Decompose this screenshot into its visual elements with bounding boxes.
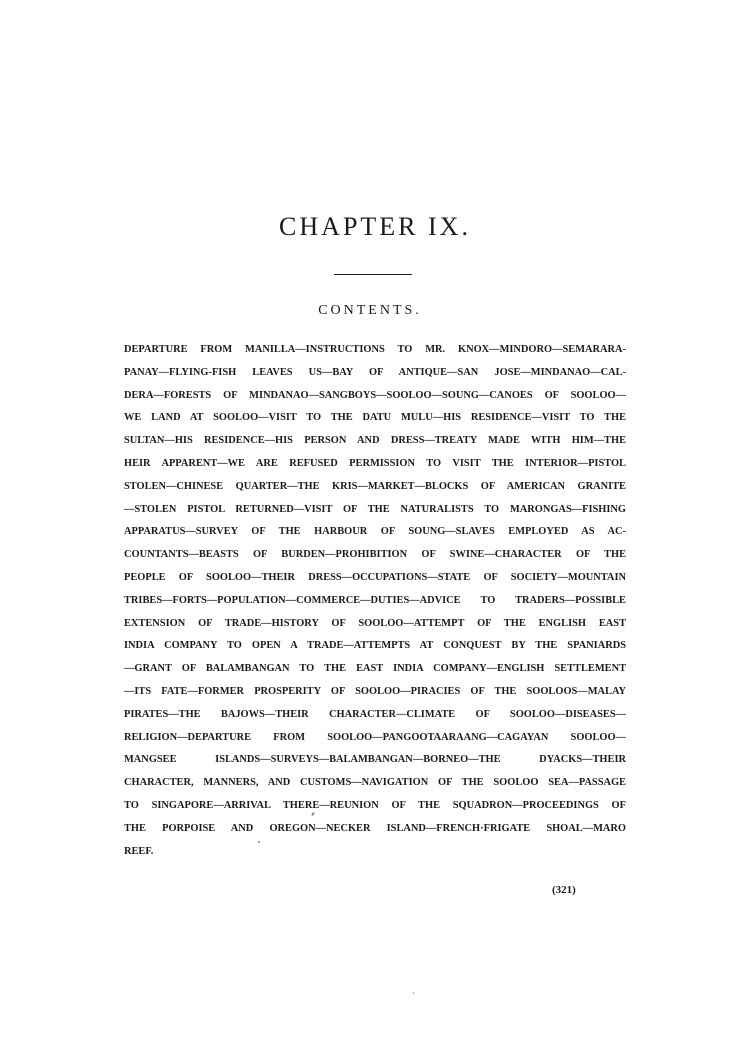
summary-line: SULTAN—HIS RESIDENCE—HIS PERSON AND DRESS—TREATY MADE WITH HIM—THE <box>124 435 626 447</box>
title-divider-rule <box>334 274 412 275</box>
paper-speck <box>258 841 260 843</box>
summary-line: PIRATES—THE BAJOWS—THEIR CHARACTER—CLIMATE OF SOOLOO—DISEASES— <box>124 708 626 720</box>
summary-line: —ITS FATE—FORMER PROSPERITY OF SOOLOO—PIRACIES OF THE SOOLOOS—MALAY <box>124 685 626 697</box>
summary-line: RELIGION—DEPARTURE FROM SOOLOO—PANGOOTAARAANG—CAGAYAN SOOLOO— <box>124 731 626 743</box>
contents-heading: CONTENTS. <box>318 303 422 318</box>
summary-line: TRIBES—FORTS—POPULATION—COMMERCE—DUTIES—ADVICE TO TRADERS—POSSIBLE <box>124 594 626 606</box>
summary-line: STOLEN—CHINESE QUARTER—THE KRIS—MARKET—BLOCKS OF AMERICAN GRANITE <box>124 480 626 492</box>
summary-line: DERA—FORESTS OF MINDANAO—SANGBOYS—SOOLOO—SOUNG—CANOES OF SOOLOO— <box>124 389 626 401</box>
summary-line: PANAY—FLYING-FISH LEAVES US—BAY OF ANTIQUE—SAN JOSE—MINDANAO—CAL- <box>124 366 626 378</box>
summary-line: COUNTANTS—BEASTS OF BURDEN—PROHIBITION OF SWINE—CHARACTER OF THE <box>124 549 626 561</box>
summary-line: CHARACTER, MANNERS, AND CUSTOMS—NAVIGATION OF THE SOOLOO SEA—PASSAGE <box>124 777 626 789</box>
summary-line: INDIA COMPANY TO OPEN A TRADE—ATTEMPTS AT CONQUEST BY THE SPANIARDS <box>124 640 626 652</box>
page-number: (321) <box>552 884 576 896</box>
summary-line: —STOLEN PISTOL RETURNED—VISIT OF THE NATURALISTS TO MARONGAS—FISHING <box>124 503 626 515</box>
summary-line-last: REEF. <box>124 845 154 857</box>
summary-line: THE PORPOISE AND OREGON—NECKER ISLAND—FRENCH·FRIGATE SHOAL—MARO <box>124 822 626 834</box>
chapter-summary <box>124 339 626 863</box>
summary-line: —GRANT OF BALAMBANGAN TO THE EAST INDIA COMPANY—ENGLISH SETTLEMENT <box>124 663 626 675</box>
summary-line: PEOPLE OF SOOLOO—THEIR DRESS—OCCUPATIONS—STATE OF SOCIETY—MOUNTAIN <box>124 571 626 583</box>
summary-line: APPARATUS—SURVEY OF THE HARBOUR OF SOUNG—SLAVES EMPLOYED AS AC- <box>124 526 626 538</box>
paper-speck <box>413 992 414 994</box>
summary-line: TO SINGAPORE—ARRIVAL THERE—REUNION OF THE SQUADRON—PROCEEDINGS OF <box>124 799 626 811</box>
summary-line: MANGSEE ISLANDS—SURVEYS—BALAMBANGAN—BORNEO—THE DYACKS—THEIR <box>124 754 626 766</box>
summary-line: EXTENSION OF TRADE—HISTORY OF SOOLOO—ATTEMPT OF THE ENGLISH EAST <box>124 617 626 629</box>
summary-line: HEIR APPARENT—WE ARE REFUSED PERMISSION TO VISIT THE INTERIOR—PISTOL <box>124 457 626 469</box>
summary-line: WE LAND AT SOOLOO—VISIT TO THE DATU MULU—HIS RESIDENCE—VISIT TO THE <box>124 412 626 424</box>
summary-line: DEPARTURE FROM MANILLA—INSTRUCTIONS TO MR. KNOX—MINDORO—SEMARARA- <box>124 344 626 355</box>
chapter-title: CHAPTER IX. <box>279 212 471 241</box>
